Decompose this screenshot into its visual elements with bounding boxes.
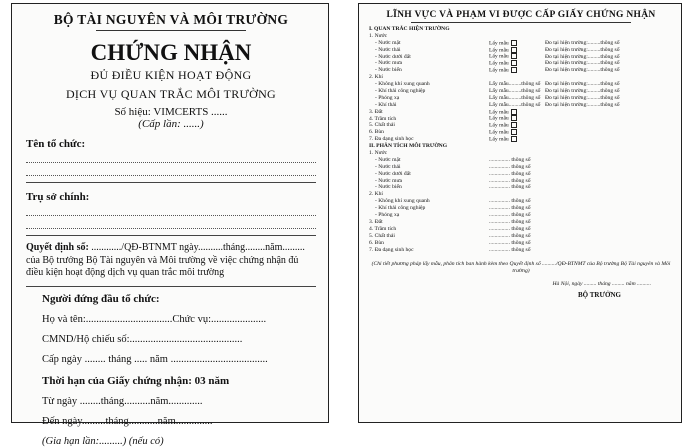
head-office-label: Trụ sở chính: (26, 191, 90, 203)
scope-row (369, 240, 673, 247)
sampling-checkbox[interactable] (511, 67, 517, 73)
scope-row-label: 4. Trầm tích (369, 225, 397, 232)
extension-note: (Gia hạn lần:.........) (nếu có) (42, 435, 164, 447)
scope-row-label: - Nước biển (375, 184, 402, 191)
parameter-count-cell: ............... thông số (489, 170, 531, 177)
org-name-line-1 (26, 150, 316, 163)
scope-row-label: I. QUAN TRẮC HIỆN TRƯỜNG (369, 26, 450, 32)
sampling-cell: Lấy mẫu.........thông số (489, 88, 541, 95)
sampling-checkbox[interactable] (511, 109, 517, 115)
decision-label: Quyết định số: (26, 242, 89, 253)
divider (26, 235, 316, 236)
certificate-title: CHỨNG NHẬN (90, 40, 252, 65)
validity-label: Thời hạn của Giấy chứng nhận: 03 năm (42, 374, 230, 387)
sampling-cell: Lấy mẫu (489, 40, 545, 47)
issue-count: (Cấp lần: ......) (138, 118, 204, 130)
scope-row (369, 205, 673, 212)
sampling-cell: Lấy mẫu (489, 122, 545, 129)
scope-row (369, 247, 673, 254)
scope-row (369, 143, 673, 150)
scope-row-label: - Không khí xung quanh (375, 81, 430, 88)
sampling-cell: Lấy mẫu (489, 129, 545, 136)
scope-row-label: - Khí thải công nghiệp (375, 205, 426, 212)
onsite-measure-cell: Đo tại hiện trường:.........thông số (545, 101, 620, 108)
parameter-count-cell: ............... thông số (489, 225, 531, 232)
scope-note: (Chi tiết phương pháp lấy mẫu, phân tích ban hành kèm theo Quyết định số ........../QĐ-BTNMT của Bộ trưởng Bộ Tài nguyên và Môi trường) (371, 261, 671, 275)
certificate-subtitle-2: DỊCH VỤ QUAN TRẮC MÔI TRƯỜNG (65, 87, 277, 101)
sampling-cell: Lấy mẫu (489, 53, 545, 60)
sampling-cell: Lấy mẫu.........thông số (489, 94, 541, 101)
scope-row (369, 150, 673, 157)
sampling-cell: Lấy mẫu (489, 67, 545, 74)
head-office-line-2 (26, 216, 316, 229)
scope-row-label: - Khí thải (375, 101, 397, 108)
parameter-count-cell: ............... thông số (489, 246, 531, 253)
sampling-checkbox[interactable] (511, 129, 517, 135)
onsite-measure-cell: Đo tại hiện trường:.........thông số (545, 67, 620, 74)
sampling-cell: Lấy mẫu (489, 109, 545, 116)
decision-text: ............/QĐ-BTNMT ngày..........tháng........năm......... (91, 242, 305, 253)
scope-row-label: - Nước mưa (375, 60, 403, 67)
field-monitoring-list (369, 26, 673, 143)
scope-row-label: - Nước dưới đất (375, 170, 411, 177)
parameter-count-cell: ............... thông số (489, 205, 531, 212)
valid-to: Đến ngày.........tháng...........năm.............. (42, 415, 213, 427)
scope-row-label: - Nước mặt (375, 39, 401, 46)
org-name-line-2 (26, 163, 316, 176)
scope-row (369, 164, 673, 171)
onsite-measure-cell: Đo tại hiện trường:.........thông số (545, 53, 620, 60)
scope-row-label: 6. Bùn (369, 239, 384, 246)
scope-title-underline (411, 22, 631, 23)
scope-row (369, 184, 673, 191)
scope-row-label: - Nước mặt (375, 156, 401, 163)
certificate-subtitle-1: ĐỦ ĐIỀU KIỆN HOẠT ĐỘNG (90, 68, 252, 82)
sampling-cell: Lấy mẫu (489, 136, 545, 143)
scope-row (369, 26, 673, 33)
scope-row-label: 2. Khí (369, 74, 383, 81)
onsite-measure-cell: Đo tại hiện trường:.........thông số (545, 81, 620, 88)
sampling-cell: Lấy mẫu (489, 60, 545, 67)
representative-id-issue: Cấp ngày ........ tháng ..... năm ..................................... (42, 353, 268, 365)
representative-name: Họ và tên:.................................Chức vụ:..................... (42, 313, 267, 325)
sampling-cell: Lấy mẫu (489, 115, 545, 122)
decision-line (26, 242, 316, 255)
parameter-count-cell: ............... thông số (489, 218, 531, 225)
sampling-checkbox[interactable] (511, 47, 517, 53)
scope-row (369, 67, 673, 74)
sampling-checkbox[interactable] (511, 40, 517, 46)
scope-title: LĨNH VỰC VÀ PHẠM VI ĐƯỢC CẤP GIẤY CHỨNG NHẬN (386, 10, 656, 20)
scope-row-label: II. PHÂN TÍCH MÔI TRƯỜNG (369, 143, 448, 150)
sampling-checkbox[interactable] (511, 136, 517, 142)
scope-row-label: - Nước dưới đất (375, 53, 411, 60)
scope-row-label: 7. Đa dạng sinh học (369, 246, 414, 253)
certificate-number: Số hiệu: VIMCERTS ...... (114, 106, 228, 118)
scope-row (369, 88, 673, 95)
scope-row (369, 81, 673, 88)
onsite-measure-cell: Đo tại hiện trường:.........thông số (545, 60, 620, 67)
parameter-count-cell: ............... thông số (489, 156, 531, 163)
parameter-count-cell: ............... thông số (489, 198, 531, 205)
analysis-list (369, 143, 673, 253)
scope-row (369, 95, 673, 102)
scope-row-label: - Khí thải công nghiệp (375, 88, 426, 95)
scope-row-label: 5. Chất thải (369, 232, 395, 239)
sampling-checkbox[interactable] (511, 115, 517, 121)
onsite-measure-cell: Đo tại hiện trường:.........thông số (545, 39, 620, 46)
onsite-measure-cell: Đo tại hiện trường:.........thông số (545, 46, 620, 53)
parameter-count-cell: ............... thông số (489, 212, 531, 219)
scope-row-label: 5. Chất thải (369, 122, 395, 129)
scope-row-label: 7. Đa dạng sinh học (369, 136, 414, 143)
certificate-scope-page (358, 3, 682, 423)
sampling-cell: Lấy mẫu.........thông số (489, 101, 541, 108)
place-and-date: Hà Nội, ngày ......... tháng ......... năm .......... (552, 281, 651, 288)
scope-row (369, 171, 673, 178)
agency-name: BỘ TÀI NGUYÊN VÀ MÔI TRƯỜNG (53, 12, 289, 27)
scope-row-label: 3. Đất (369, 218, 383, 225)
scope-row (369, 219, 673, 226)
parameter-count-cell: ............... thông số (489, 177, 531, 184)
valid-from: Từ ngày ........tháng..........năm............. (42, 395, 203, 407)
head-office-line-1 (26, 203, 316, 216)
scope-row (369, 212, 673, 219)
minister-signature-title: BỘ TRƯỞNG (578, 291, 621, 300)
onsite-measure-cell: Đo tại hiện trường:.........thông số (545, 94, 620, 101)
onsite-measure-cell: Đo tại hiện trường:.........thông số (545, 88, 620, 95)
org-name-label: Tên tổ chức: (26, 138, 86, 150)
divider (26, 286, 316, 287)
parameter-count-cell: ............... thông số (489, 184, 531, 191)
scope-row (369, 226, 673, 233)
scope-row-label: 1. Nước (369, 150, 388, 157)
scope-row-label: 6. Bùn (369, 129, 384, 136)
agency-underline (96, 30, 246, 31)
parameter-count-cell: ............... thông số (489, 163, 531, 170)
representative-label: Người đứng đầu tổ chức: (42, 292, 160, 305)
scope-row-label: 2. Khí (369, 191, 383, 198)
parameter-count-cell: ............... thông số (489, 239, 531, 246)
scope-row-label: 4. Trầm tích (369, 115, 397, 122)
scope-row-label: - Phóng xạ (375, 94, 400, 101)
sampling-checkbox[interactable] (511, 60, 517, 66)
scope-row-label: 3. Đất (369, 108, 383, 115)
scope-row-label: - Nước thải (375, 46, 401, 53)
scope-row-label: - Phóng xạ (375, 212, 400, 219)
scope-row (369, 157, 673, 164)
scope-row-label: - Nước mưa (375, 177, 403, 184)
sampling-checkbox[interactable] (511, 122, 517, 128)
scope-row-label: - Nước thải (375, 163, 401, 170)
sampling-cell: Lấy mẫu.........thông số (489, 81, 541, 88)
scope-row-label: 1. Nước (369, 32, 388, 39)
scope-row (369, 233, 673, 240)
decision-body: của Bộ trưởng Bộ Tài nguyên và Môi trường về việc chứng nhận đủ điều kiện hoạt động dịch vụ quan trắc môi trường (26, 254, 299, 278)
divider (26, 182, 316, 183)
sampling-checkbox[interactable] (511, 53, 517, 59)
parameter-count-cell: ............... thông số (489, 232, 531, 239)
scope-row-label: - Không khí xung quanh (375, 198, 430, 205)
representative-id: CMND/Hộ chiếu số:........................................... (42, 333, 243, 345)
certificate-front-page (11, 3, 329, 447)
sampling-cell: Lấy mẫu (489, 47, 545, 54)
scope-row-label: - Nước biển (375, 67, 402, 74)
